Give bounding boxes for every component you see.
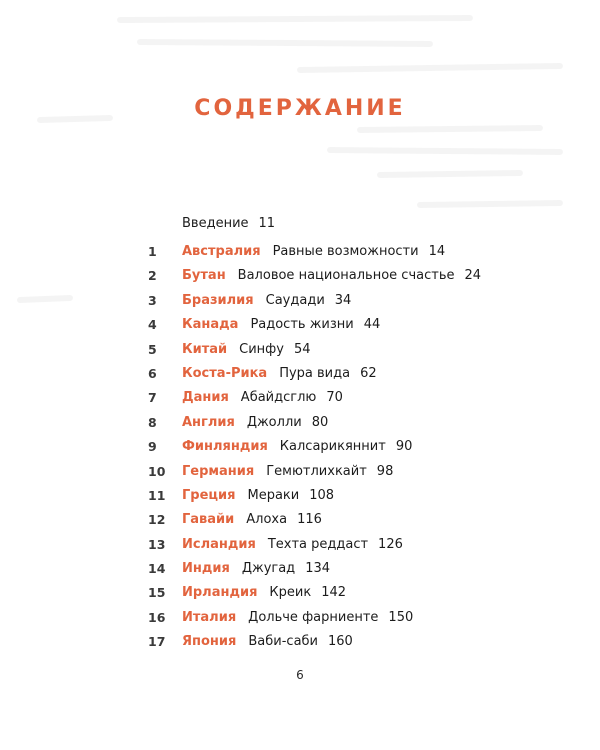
toc-entry[interactable]	[0, 435, 600, 459]
country-name: Китай	[182, 341, 228, 357]
entry-page-number: 116	[297, 512, 322, 528]
chapter-number: 4	[148, 317, 157, 333]
toc-entry[interactable]	[0, 338, 600, 362]
country-name: Англия	[182, 414, 235, 430]
concept-name: Равные возможности	[272, 244, 419, 259]
concept-name: Джугад	[241, 561, 296, 577]
entry-page-number: 134	[305, 561, 331, 577]
concept-name: Гемютлихкайт	[266, 463, 367, 479]
concept-name: Саудади	[265, 292, 325, 308]
country-name: Индия	[182, 561, 230, 577]
concept-name: Ваби-саби	[248, 634, 318, 650]
toc-entry[interactable]	[0, 289, 600, 313]
chapter-number: 6	[148, 365, 157, 381]
country-name: Греция	[182, 487, 236, 503]
country-name: Исландия	[182, 536, 256, 552]
country-name: Ирландия	[182, 585, 258, 601]
chapter-number: 13	[148, 536, 166, 552]
toc-entry[interactable]	[0, 313, 600, 337]
concept-name: Абайдсглю	[240, 390, 317, 406]
country-name: Дания	[182, 390, 229, 406]
chapter-number: 17	[148, 634, 166, 650]
entry-page-number: 150	[388, 609, 414, 625]
entry-page-number: 44	[363, 317, 381, 333]
toc-entry[interactable]	[0, 533, 600, 557]
entry-page-number: 90	[395, 439, 413, 455]
concept-name: Пура вида	[279, 365, 351, 381]
toc-entry[interactable]	[0, 484, 600, 508]
toc-entry[interactable]	[0, 240, 600, 264]
chapter-number: 7	[148, 390, 157, 406]
toc-entry[interactable]	[0, 362, 600, 386]
concept-name: Креик	[269, 585, 312, 601]
chapter-number: 16	[148, 609, 166, 625]
country-name: Бутан	[182, 268, 226, 284]
country-name: Италия	[182, 609, 237, 625]
entry-page-number: 142	[321, 585, 347, 601]
chapter-number: 15	[148, 585, 166, 601]
concept-name: Техта реддаст	[267, 536, 369, 552]
toc-entry[interactable]	[0, 460, 600, 484]
chapter-number: 2	[148, 268, 157, 284]
concept-name: Синфу	[239, 341, 284, 357]
toc-entry[interactable]	[0, 386, 600, 410]
chapter-number: 5	[148, 341, 157, 357]
concept-name: Мераки	[247, 487, 300, 503]
country-name: Коста-Рика	[182, 365, 268, 381]
entry-page-number: 98	[376, 463, 394, 479]
toc-intro-entry[interactable]	[182, 216, 275, 231]
entry-page-number: 62	[360, 365, 377, 381]
toc-entry[interactable]	[0, 630, 600, 654]
entry-page-number: 80	[311, 414, 329, 430]
entry-page-number: 24	[464, 268, 482, 284]
chapter-number: 14	[148, 561, 166, 577]
entry-page-number: 160	[328, 634, 353, 650]
country-name: Финляндия	[182, 439, 268, 455]
page-number: 6	[296, 668, 304, 682]
concept-name: Алоха	[246, 512, 288, 528]
chapter-number: 9	[148, 439, 157, 455]
toc-entry[interactable]	[0, 606, 600, 630]
country-name: Япония	[182, 634, 237, 650]
entry-page-number: 70	[326, 390, 343, 406]
page-title: СОДЕРЖАНИЕ	[194, 96, 406, 121]
chapter-number: 10	[148, 463, 166, 479]
concept-name: Джолли	[246, 414, 302, 430]
country-name: Гавайи	[182, 512, 235, 528]
toc-entry[interactable]	[0, 411, 600, 435]
chapter-number: 12	[148, 512, 166, 528]
chapter-number: 3	[148, 292, 157, 308]
toc-entry[interactable]	[0, 581, 600, 605]
table-of-contents	[0, 240, 600, 655]
chapter-number: 11	[148, 487, 166, 503]
intro-label: Введение	[182, 216, 249, 231]
toc-entry[interactable]	[0, 557, 600, 581]
concept-name: Дольче фарниенте	[248, 609, 379, 625]
country-name: Бразилия	[182, 292, 254, 308]
entry-page-number: 34	[334, 292, 352, 308]
country-name: Германия	[182, 463, 255, 479]
toc-entry[interactable]	[0, 508, 600, 532]
concept-name: Валовое национальное счастье	[237, 268, 455, 284]
toc-entry[interactable]	[0, 264, 600, 288]
country-name: Канада	[182, 317, 239, 333]
entry-page-number: 54	[294, 341, 311, 357]
entry-page-number: 108	[309, 487, 335, 503]
entry-page-number: 126	[378, 536, 403, 552]
intro-page-number: 11	[258, 216, 276, 231]
concept-name: Калсарикяннит	[279, 439, 386, 455]
country-name: Австралия	[182, 244, 261, 259]
concept-name: Радость жизни	[250, 317, 354, 333]
chapter-number: 1	[148, 244, 157, 259]
chapter-number: 8	[148, 414, 157, 430]
entry-page-number: 14	[428, 244, 446, 259]
